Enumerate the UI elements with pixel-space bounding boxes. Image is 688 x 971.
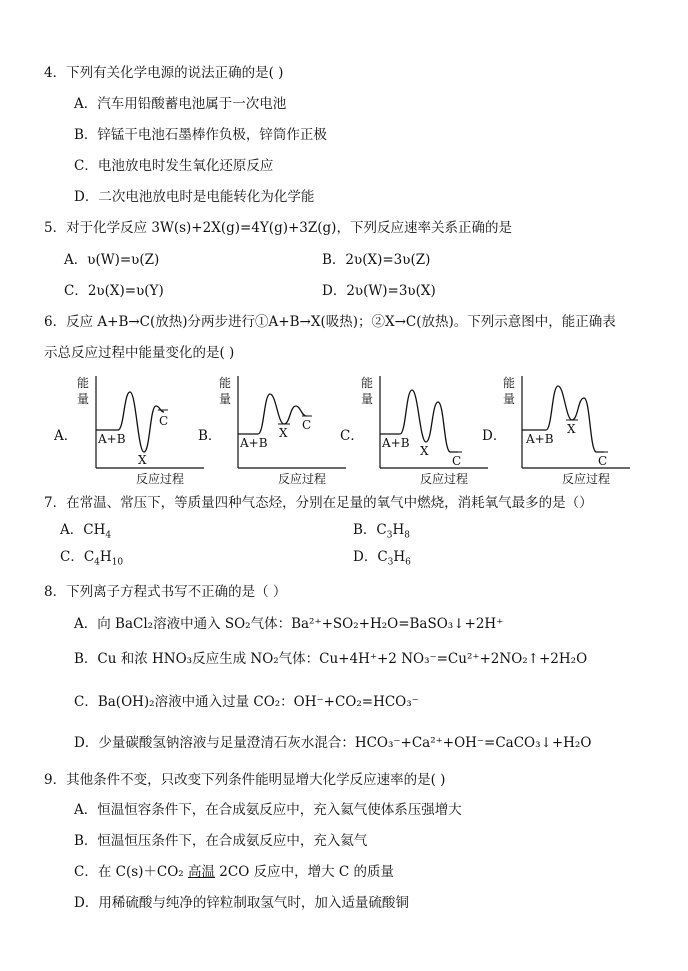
q7-d-prefix: D．C: [353, 549, 388, 565]
intermediate-label-c: X: [420, 444, 429, 458]
q7-c-mid: H: [99, 549, 112, 565]
energy-diagram-c: [358, 372, 498, 490]
q9-c-condition: 高温: [188, 864, 216, 880]
product-label-a: C: [159, 414, 169, 428]
q6-stem-line1: 6．反应 A+B→C(放热)分两步进行①A+B→X(吸热)；②X→C(放热)。下列示意图中，能正确表: [44, 314, 616, 330]
reactants-label-b: A+B: [240, 436, 268, 450]
q5-stem: 5．对于化学反应 3W(s)+2X(g)=4Y(g)+3Z(g)，下列反应速率关系正确的是: [44, 220, 512, 236]
q7-b-sub1: 3: [386, 530, 393, 541]
q7-d-mid: H: [393, 549, 406, 565]
q7-d-sub1: 3: [387, 557, 394, 568]
q7-d-sub2: 6: [405, 557, 411, 568]
energy-axis-label-a2: 量: [77, 392, 90, 406]
energy-axis-label-b2: 量: [219, 392, 232, 406]
reactants-label-d: A+B: [526, 432, 554, 446]
q7-option-c: [60, 548, 123, 566]
q4-stem: 4．下列有关化学电源的说法正确的是( ): [44, 65, 284, 81]
product-label-b: C: [302, 418, 312, 432]
q4-option-d: D．二次电池放电时是电能转化为化学能: [74, 189, 315, 205]
q7-b-sub2: 8: [404, 530, 410, 541]
q4-option-a: A．汽车用铅酸蓄电池属于一次电池: [74, 96, 287, 112]
q6-stem-line2: 示总反应过程中能量变化的是( ): [44, 345, 235, 361]
q5-option-a: A．ʋ(W)=ʋ(Z): [64, 252, 160, 268]
energy-axis-label-b1: 能: [219, 376, 232, 390]
q8-option-b: B．Cu 和浓 HNO₃反应生成 NO₂气体：Cu+4H⁺+2 NO₃⁻=Cu²⁺+2NO₂↑+2H₂O: [74, 651, 588, 667]
xaxis-label-b: 反应过程: [278, 472, 327, 486]
product-label-d: C: [598, 454, 608, 468]
q6-option-b-letter: B．: [198, 428, 222, 444]
q8-option-c: C．Ba(OH)₂溶液中通入过量 CO₂：OH⁻+CO₂=HCO₃⁻: [74, 694, 419, 710]
reactants-label-c: A+B: [382, 436, 410, 450]
energy-axis-label-c1: 能: [361, 376, 374, 390]
q7-b-mid: H: [392, 522, 405, 538]
q9-option-b: B．恒温恒压条件下，在合成氨反应中，充入氦气: [74, 833, 368, 849]
intermediate-label-a: X: [138, 453, 147, 467]
q7-c-sub1: 4: [94, 557, 100, 568]
q9-option-a: A．恒温恒容条件下，在合成氨反应中，充入氦气使体系压强增大: [74, 802, 462, 818]
xaxis-label-c: 反应过程: [420, 472, 469, 486]
q7-option-a: [60, 521, 111, 539]
intermediate-label-b: X: [279, 426, 288, 440]
reactants-label-a: A+B: [98, 432, 126, 446]
q7-option-d: [353, 548, 411, 566]
energy-axis-label-c2: 量: [361, 392, 374, 406]
energy-diagram-a: [74, 372, 214, 490]
energy-diagram-b: [216, 372, 356, 490]
q9-c-post: 2CO 反应中，增大 C 的质量: [215, 864, 394, 880]
intermediate-label-d: X: [567, 422, 576, 436]
q9-option-c: [74, 863, 394, 881]
q4-option-c: C．电池放电时发生氧化还原反应: [74, 158, 274, 174]
q7-c-sub2: 10: [111, 557, 124, 568]
q5-option-d: D．2ʋ(W)=3ʋ(X): [322, 283, 436, 299]
q6-option-a-letter: A．: [54, 428, 78, 444]
product-label-c: C: [452, 454, 462, 468]
q7-c-prefix: C．C: [60, 549, 95, 565]
q4-option-b: B．锌锰干电池石墨棒作负极，锌筒作正极: [74, 127, 327, 143]
q8-option-a: A．向 BaCl₂溶液中通入 SO₂气体：Ba²⁺+SO₂+H₂O=BaSO₃↓+2H⁺: [74, 616, 504, 632]
q7-b-prefix: B．C: [353, 522, 387, 538]
q9-c-pre: C．在 C(s)＋CO₂: [74, 864, 189, 880]
xaxis-label-d: 反应过程: [562, 472, 611, 486]
energy-axis-label-d2: 量: [503, 392, 516, 406]
q5-option-b: B．2ʋ(X)=3ʋ(Z): [322, 252, 431, 268]
q8-option-d: D．少量碳酸氢钠溶液与足量澄清石灰水混合：HCO₃⁻+Ca²⁺+OH⁻=CaCO₃↓+H₂O: [74, 735, 592, 751]
q7-option-b: [353, 521, 410, 539]
energy-axis-label-a1: 能: [77, 376, 90, 390]
q5-option-c: C．2ʋ(X)=ʋ(Y): [64, 283, 164, 299]
q6-option-d-letter: D．: [482, 428, 507, 444]
energy-diagram-d: [500, 372, 640, 490]
energy-axis-label-d1: 能: [503, 376, 516, 390]
q9-stem: 9．其他条件不变，只改变下列条件能明显增大化学反应速率的是( ): [44, 772, 446, 788]
q7-a-sub: 4: [105, 530, 112, 541]
q6-option-c-letter: C．: [340, 428, 364, 444]
q9-option-d: D．用稀硫酸与纯净的锌粒制取氢气时，加入适量硫酸铜: [74, 895, 409, 911]
q7-stem: 7．在常温、常压下，等质量四种气态烃，分别在足量的氧气中燃烧，消耗氧气最多的是（）: [44, 495, 593, 511]
xaxis-label-a: 反应过程: [136, 472, 185, 486]
q7-a-prefix: A．CH: [60, 522, 106, 538]
q8-stem: 8．下列离子方程式书写不正确的是（ ）: [44, 584, 287, 600]
